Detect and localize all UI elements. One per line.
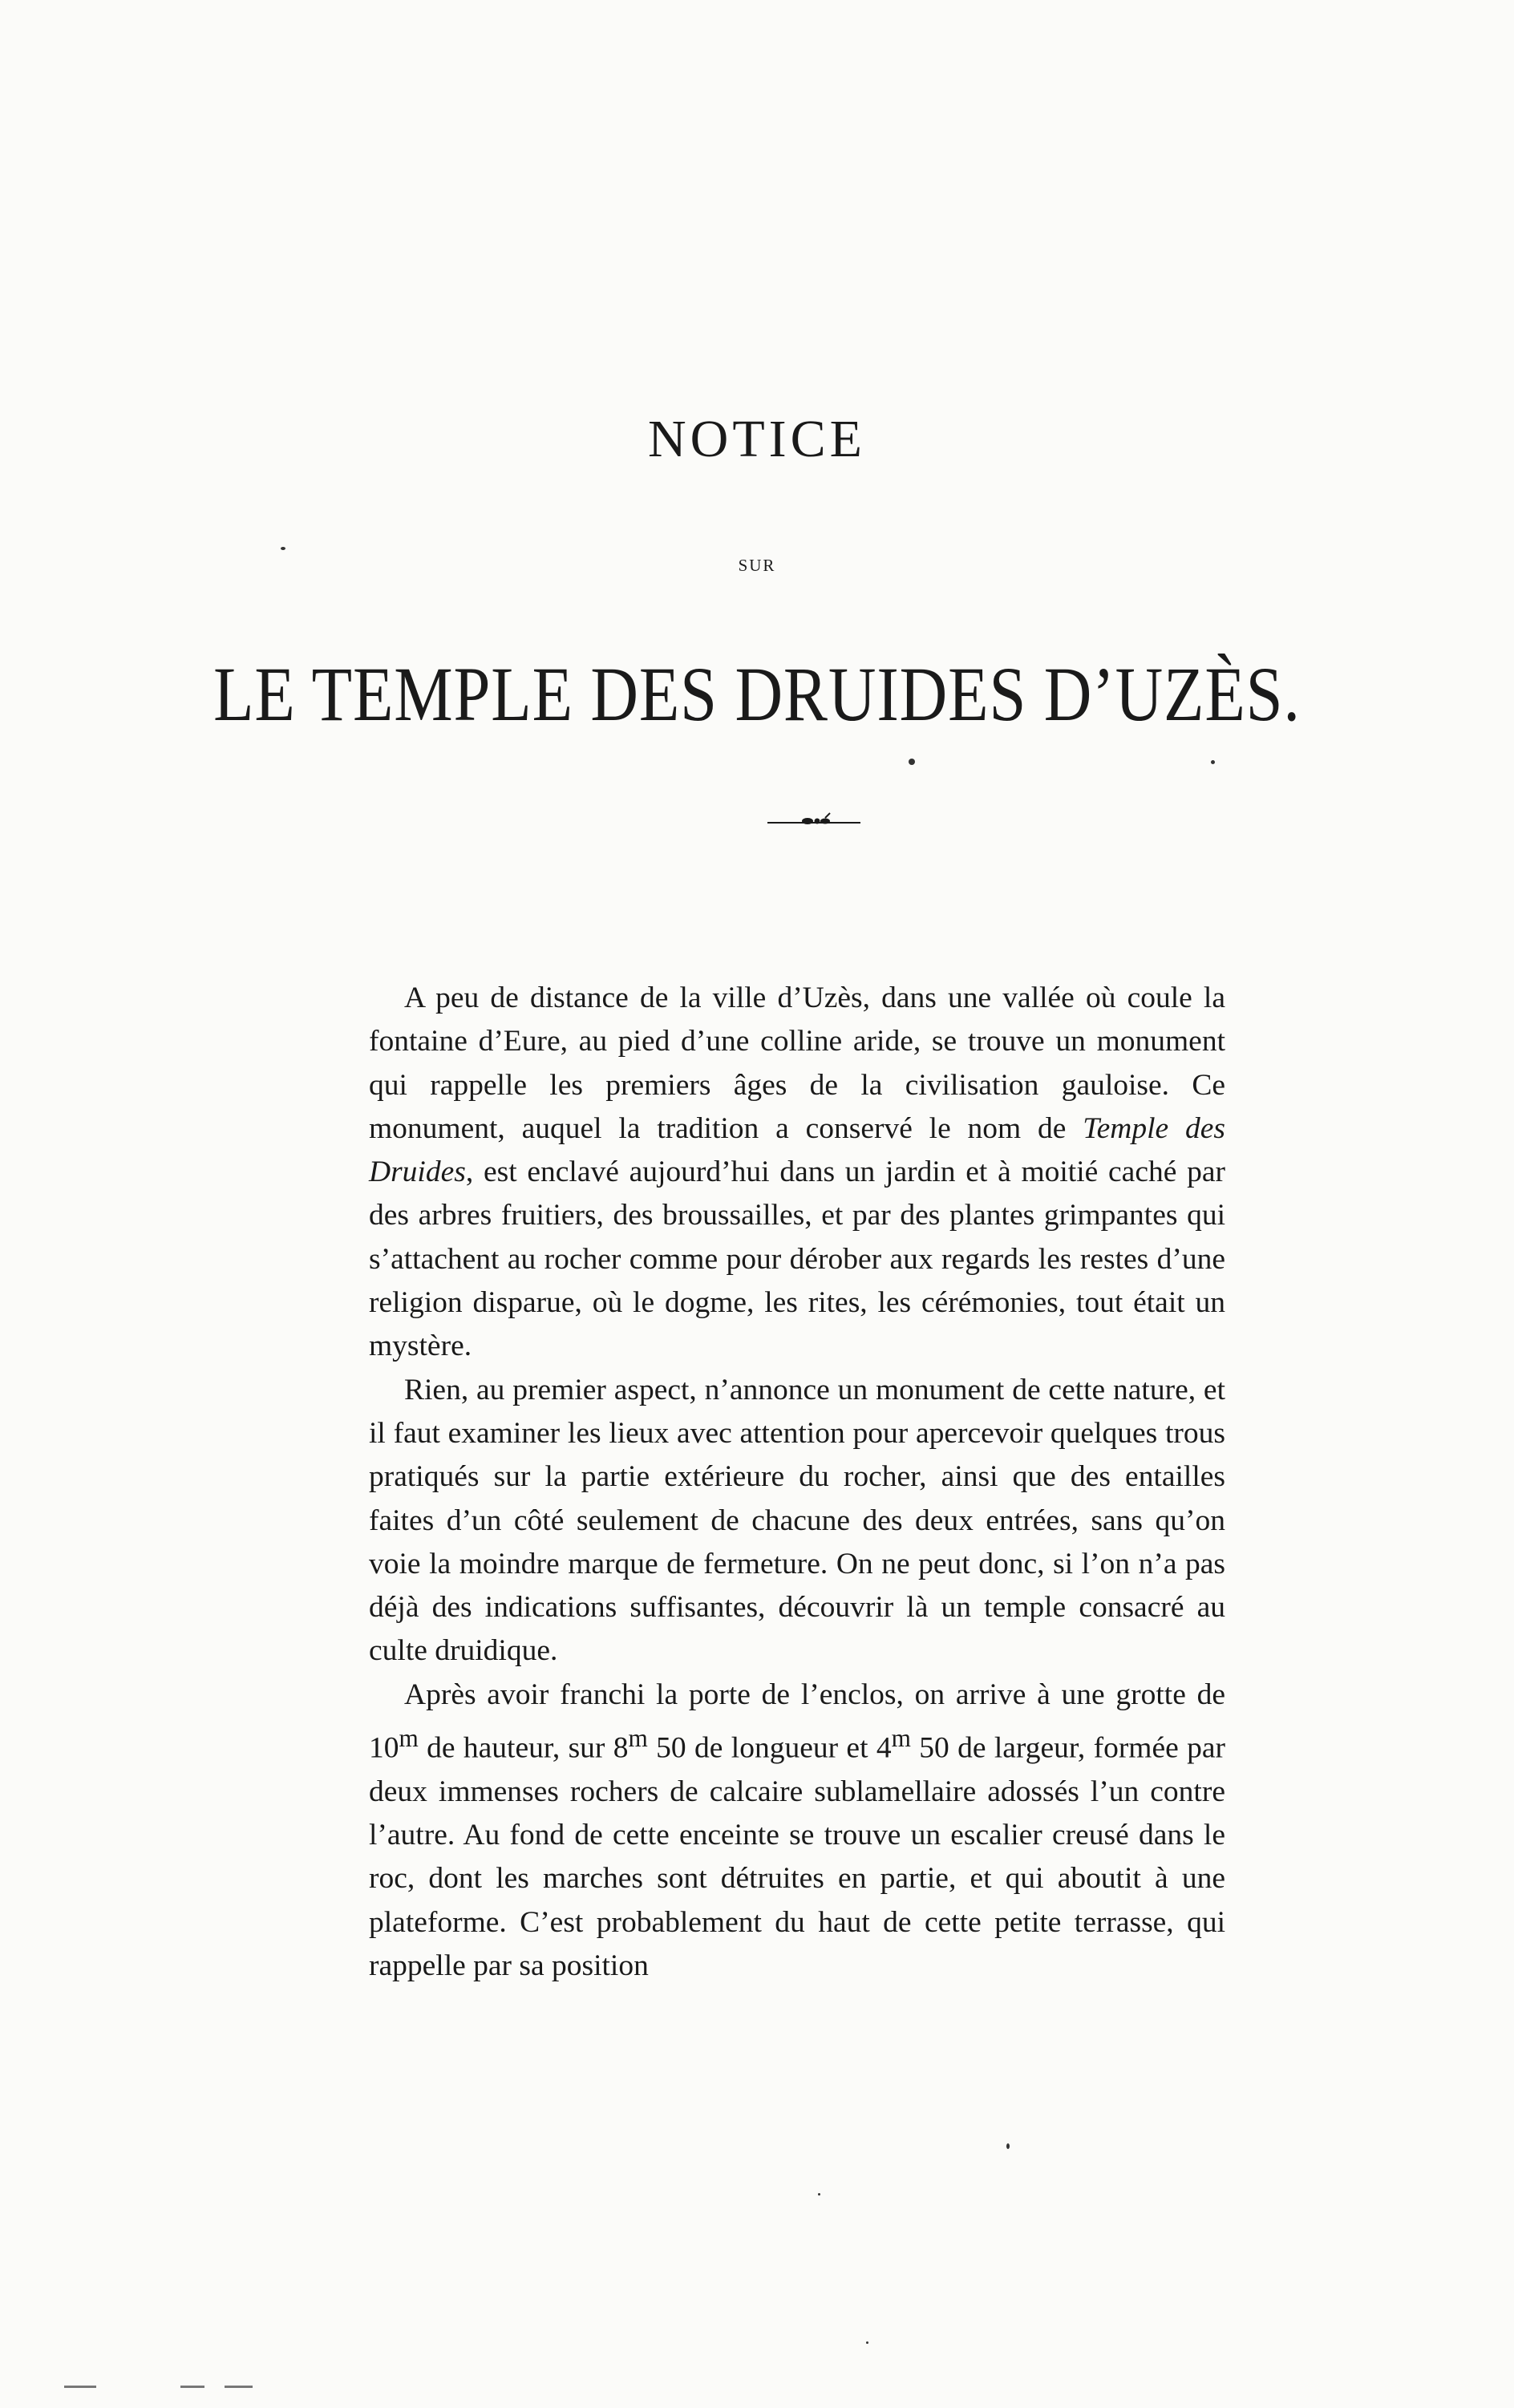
- paragraph-text: , est enclavé aujourd’hui dans un jardin et à moitié caché par des arbres fruitiers, des broussailles, et par des plantes grimpantes qui s’attachent au rocher comme pour dérober aux regards les restes d’une religion disparue, où le dogme, les rites, les cérémonies, tout était un mystère.: [369, 1155, 1225, 1363]
- unit-superscript: m: [891, 1724, 911, 1753]
- paragraph: [369, 977, 1225, 1369]
- paragraph-text: 50 de largeur, formée par deux immenses rochers de calcaire sublamellaire adossés l’un contre l’autre. Au fond de cette enceinte se trouve un escalier creusé dans le roc, dont les marches sont détruites en partie, et qui aboutit à une plateforme. C’est probablement du haut de cette petite terrasse, qui rappelle par sa position: [369, 1731, 1225, 1983]
- body-text: [369, 977, 1225, 1988]
- fleuron-ornament-icon: [766, 808, 862, 831]
- unit-superscript: m: [399, 1724, 419, 1753]
- paragraph-text: de hauteur, sur 8: [418, 1731, 629, 1765]
- print-speck: [281, 547, 285, 550]
- paragraph: [369, 1369, 1225, 1673]
- scan-edge-mark: [225, 2386, 253, 2388]
- print-speck: [1006, 2143, 1010, 2149]
- print-speck: [866, 2341, 868, 2344]
- page-title: NOTICE: [648, 410, 866, 468]
- print-speck: [1211, 760, 1215, 764]
- print-speck: [909, 759, 915, 765]
- print-speck: [818, 2193, 820, 2196]
- paragraph-text: Rien, au premier aspect, n’annonce un monument de cette nature, et il faut examiner les lieux avec attention pour apercevoir quelques trous pratiqués sur la partie extérieure du rocher, ainsi que des entailles faites d’un côté seulement de chacune des deux entrées, sans qu’on voie la moindre marque de fermeture. On ne peut donc, si l’on n’a pas déjà des indications suffisantes, découvrir là un temple consacré au culte druidique.: [369, 1373, 1225, 1668]
- paragraph-text: A peu de distance de la ville d’Uzès, dans une vallée où coule la fontaine d’Eure, au pied d’une colline aride, se trouve un monument qui rappelle les premiers âges de la civilisation gauloise. Ce monument, auquel la tradition a conservé le nom de: [369, 981, 1225, 1145]
- page-subtitle: LE TEMPLE DES DRUIDES D’UZÈS.: [213, 651, 1301, 737]
- paragraph-text: 50 de longueur et 4: [647, 1731, 892, 1765]
- scan-edge-mark: [180, 2386, 204, 2388]
- emphasis-text: Temple des Druides: [369, 1111, 1225, 1189]
- unit-superscript: m: [628, 1724, 648, 1753]
- paragraph: [369, 1673, 1225, 1989]
- title-connector: SUR: [738, 556, 776, 575]
- paragraph-text: Après avoir franchi la porte de l’enclos, on arrive à une grotte de 10: [369, 1678, 1225, 1765]
- scan-edge-mark: [64, 2386, 96, 2388]
